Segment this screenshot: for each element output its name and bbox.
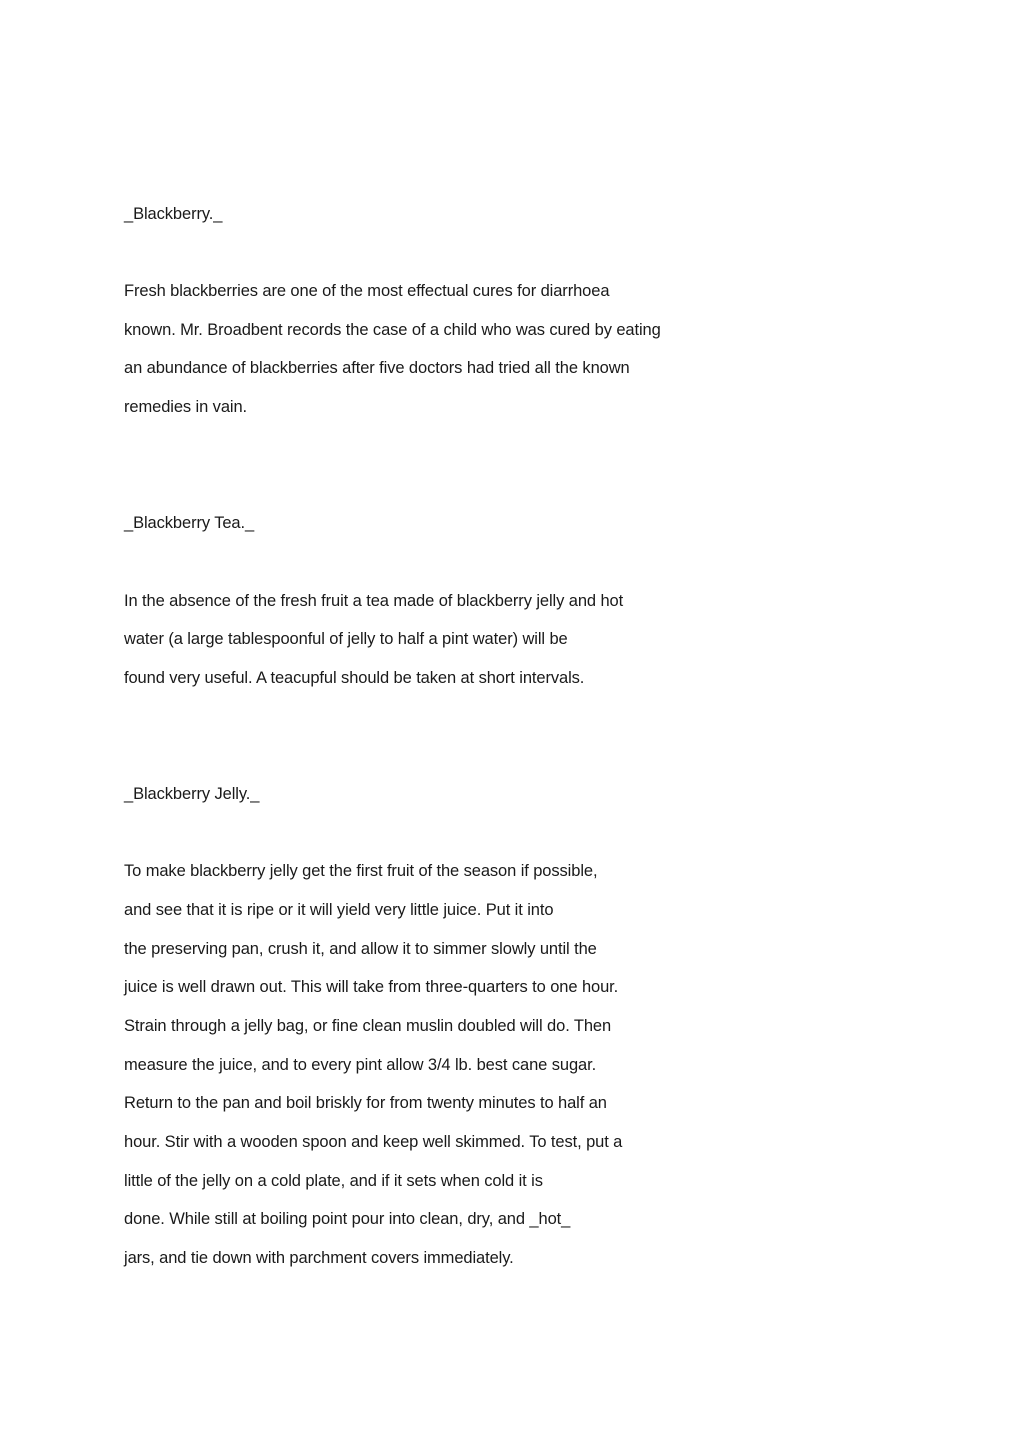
paragraph-line: Return to the pan and boil briskly for from twenty minutes to half an: [124, 1094, 607, 1112]
section-heading-blackberry-jelly: _Blackberry Jelly._: [124, 785, 260, 803]
paragraph-line: juice is well drawn out. This will take from three-quarters to one hour.: [124, 978, 619, 996]
section-heading-blackberry: _Blackberry._: [124, 205, 223, 223]
paragraph-line: hour. Stir with a wooden spoon and keep well skimmed. To test, put a: [124, 1133, 623, 1151]
paragraph-line: To make blackberry jelly get the first fruit of the season if possible,: [124, 862, 598, 880]
paragraph-line: the preserving pan, crush it, and allow it to simmer slowly until the: [124, 940, 597, 958]
paragraph-line: Strain through a jelly bag, or fine clean muslin doubled will do. Then: [124, 1017, 612, 1035]
paragraph-line: measure the juice, and to every pint allow 3/4 lb. best cane sugar.: [124, 1056, 597, 1074]
paragraph-line: remedies in vain.: [124, 398, 248, 416]
paragraph-line: done. While still at boiling point pour into clean, dry, and _hot_: [124, 1210, 571, 1228]
paragraph-line: Fresh blackberries are one of the most effectual cures for diarrhoea: [124, 282, 610, 300]
paragraph-line: jars, and tie down with parchment covers immediately.: [124, 1249, 514, 1267]
section-heading-blackberry-tea: _Blackberry Tea._: [124, 514, 255, 532]
paragraph-line: water (a large tablespoonful of jelly to half a pint water) will be: [124, 630, 568, 648]
paragraph-line: found very useful. A teacupful should be taken at short intervals.: [124, 669, 585, 687]
paragraph-line: known. Mr. Broadbent records the case of a child who was cured by eating: [124, 321, 661, 339]
paragraph-line: little of the jelly on a cold plate, and if it sets when cold it is: [124, 1172, 543, 1190]
paragraph-line: an abundance of blackberries after five doctors had tried all the known: [124, 359, 630, 377]
paragraph-line: In the absence of the fresh fruit a tea made of blackberry jelly and hot: [124, 592, 624, 610]
paragraph-line: and see that it is ripe or it will yield very little juice. Put it into: [124, 901, 554, 919]
